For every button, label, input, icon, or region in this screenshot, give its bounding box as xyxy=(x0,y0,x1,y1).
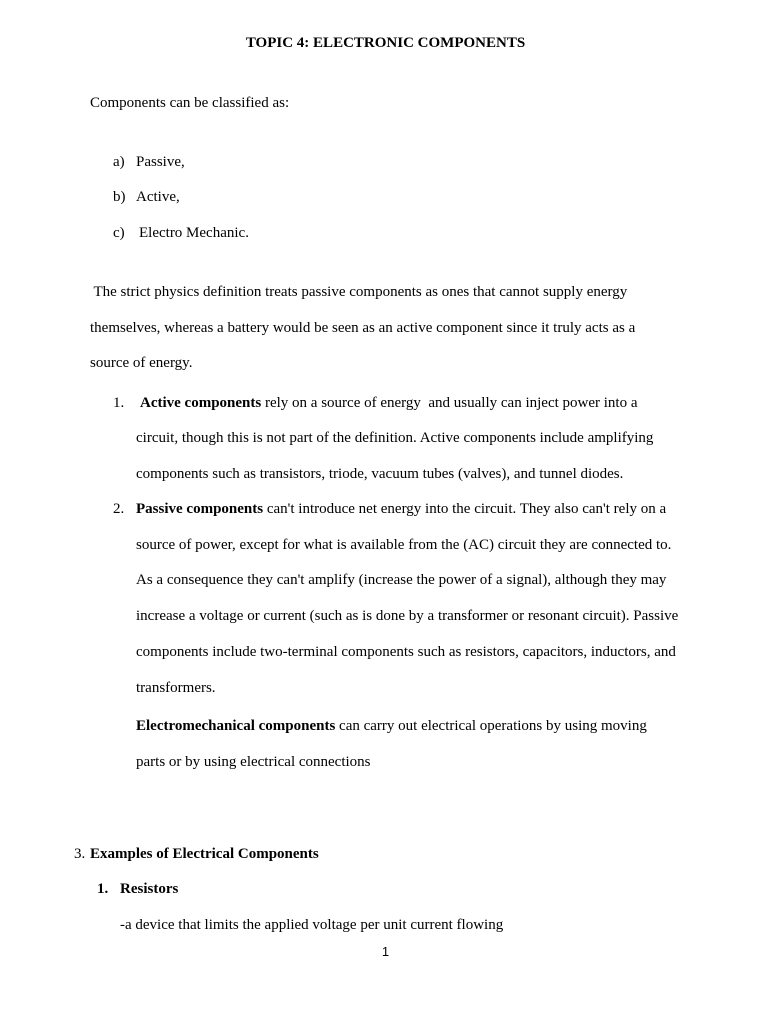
list-item-active: Active, xyxy=(136,189,180,205)
paragraph-line: rely on a source of energy and usually can inject power into a xyxy=(261,395,638,411)
list-marker: 1. xyxy=(113,395,125,411)
electromechanical-first-line xyxy=(136,717,647,735)
intro-text: Components can be classified as: xyxy=(90,95,290,111)
resistors-heading: Resistors xyxy=(120,881,179,897)
list-item-electro-mechanic: Electro Mechanic. xyxy=(139,225,249,241)
electromechanical-term: Electromechanical components xyxy=(136,718,336,734)
list-item-passive: Passive, xyxy=(136,154,185,170)
paragraph-line: themselves, whereas a battery would be seen as an active component since it truly acts as a xyxy=(90,320,636,336)
passive-components-first-line xyxy=(136,500,666,518)
resistors-definition: -a device that limits the applied voltage per unit current flowing xyxy=(120,917,504,933)
paragraph-line: parts or by using electrical connections xyxy=(136,754,371,770)
active-components-term: Active components xyxy=(140,395,262,411)
list-marker: 2. xyxy=(113,501,125,517)
sub-marker: 1. xyxy=(97,881,109,897)
paragraph-line: transformers. xyxy=(136,680,216,696)
paragraph-line: components such as transistors, triode, vacuum tubes (valves), and tunnel diodes. xyxy=(136,466,624,482)
paragraph-line: source of energy. xyxy=(90,355,193,371)
paragraph-line: increase a voltage or current (such as is done by a transformer or resonant circuit). Passive xyxy=(136,608,679,624)
paragraph-line: can't introduce net energy into the circuit. They also can't rely on a xyxy=(263,501,667,517)
paragraph-line: The strict physics definition treats passive components as ones that cannot supply energy xyxy=(90,284,628,300)
paragraph-line: source of power, except for what is available from the (AC) circuit they are connected to. xyxy=(136,537,672,553)
page-number: 1 xyxy=(381,944,390,959)
document-title: TOPIC 4: ELECTRONIC COMPONENTS xyxy=(245,35,526,51)
paragraph-line: circuit, though this is not part of the definition. Active components include amplifying xyxy=(136,430,654,446)
section-marker: 3. xyxy=(74,846,86,862)
list-marker: b) xyxy=(113,189,126,205)
passive-components-term: Passive components xyxy=(136,501,264,517)
active-components-first-line xyxy=(140,394,638,412)
paragraph-line: can carry out electrical operations by using moving xyxy=(335,718,647,734)
paragraph-line: As a consequence they can't amplify (increase the power of a signal), although they may xyxy=(136,572,667,588)
examples-heading: Examples of Electrical Components xyxy=(90,846,319,862)
paragraph-line: components include two-terminal components such as resistors, capacitors, inductors, and xyxy=(136,644,676,660)
list-marker: a) xyxy=(113,154,125,170)
list-marker: c) xyxy=(113,225,125,241)
